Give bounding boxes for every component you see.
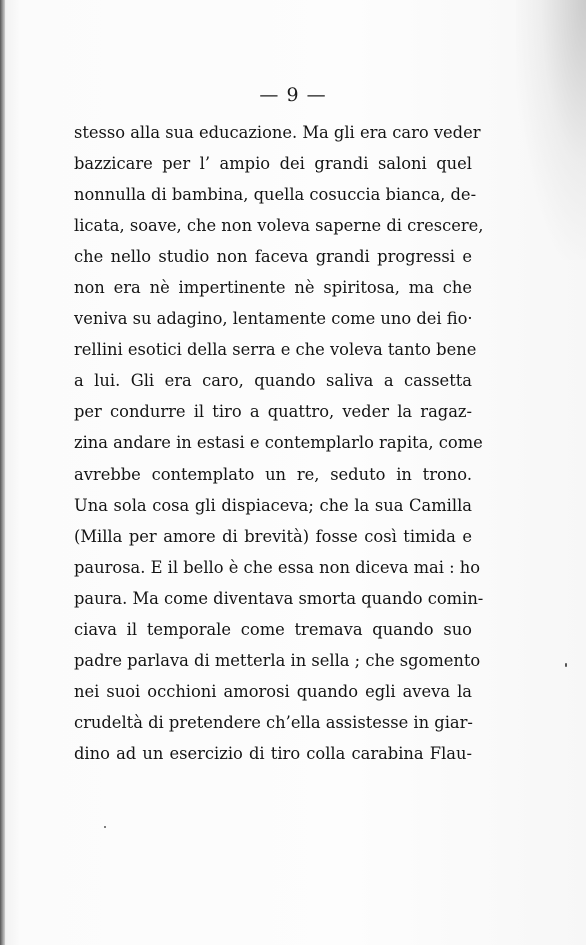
text-line: licata, soave, che non voleva saperne di crescere, — [74, 216, 484, 236]
text-line: avrebbe contemplato un re, seduto in trono. — [74, 464, 472, 484]
text-line: rellini esotici della serra e che voleva tanto bene — [74, 340, 477, 360]
text-line: a lui. Gli era caro, quando saliva a cassetta — [74, 371, 472, 391]
page-corner-shadow — [516, 0, 586, 260]
text-line: zina andare in estasi e contemplarlo rapita, come — [74, 433, 483, 453]
paper-speck — [104, 826, 106, 828]
body-text — [74, 117, 484, 769]
text-line: dino ad un esercizio di tiro colla carabina Flau- — [74, 743, 472, 763]
text-line: per condurre il tiro a quattro, veder la ragaz- — [74, 402, 472, 422]
text-line: bazzicare per l’ ampio dei grandi saloni quel — [74, 154, 472, 174]
text-line: che nello studio non faceva grandi progressi e — [74, 247, 472, 267]
page-spine-edge — [0, 0, 5, 945]
text-line: (Milla per amore di brevità) fosse così timida e — [74, 526, 472, 546]
text-line: nei suoi occhioni amorosi quando egli aveva la — [74, 681, 472, 701]
text-line: veniva su adagino, lentamente come uno dei fio· — [74, 309, 473, 329]
text-line: paura. Ma come diventava smorta quando comin- — [74, 588, 484, 608]
text-line: paurosa. E il bello è che essa non diceva mai : ho — [74, 557, 481, 577]
text-line: nonnulla di bambina, quella cosuccia bianca, de- — [74, 185, 477, 205]
text-line: crudeltà di pretendere ch’ella assistesse in giar- — [74, 712, 473, 732]
text-line: padre parlava di metterla in sella ; che sgomento — [74, 650, 481, 670]
text-line: stesso alla sua educazione. Ma gli era caro veder — [74, 123, 481, 142]
text-line: Una sola cosa gli dispiaceva; che la sua Camilla — [74, 495, 472, 515]
page-number: — 9 — — [259, 84, 327, 106]
paper-speck — [565, 663, 567, 667]
text-line: non era nè impertinente nè spiritosa, ma che — [74, 278, 472, 298]
text-line: ciava il temporale come tremava quando suo — [74, 619, 472, 639]
